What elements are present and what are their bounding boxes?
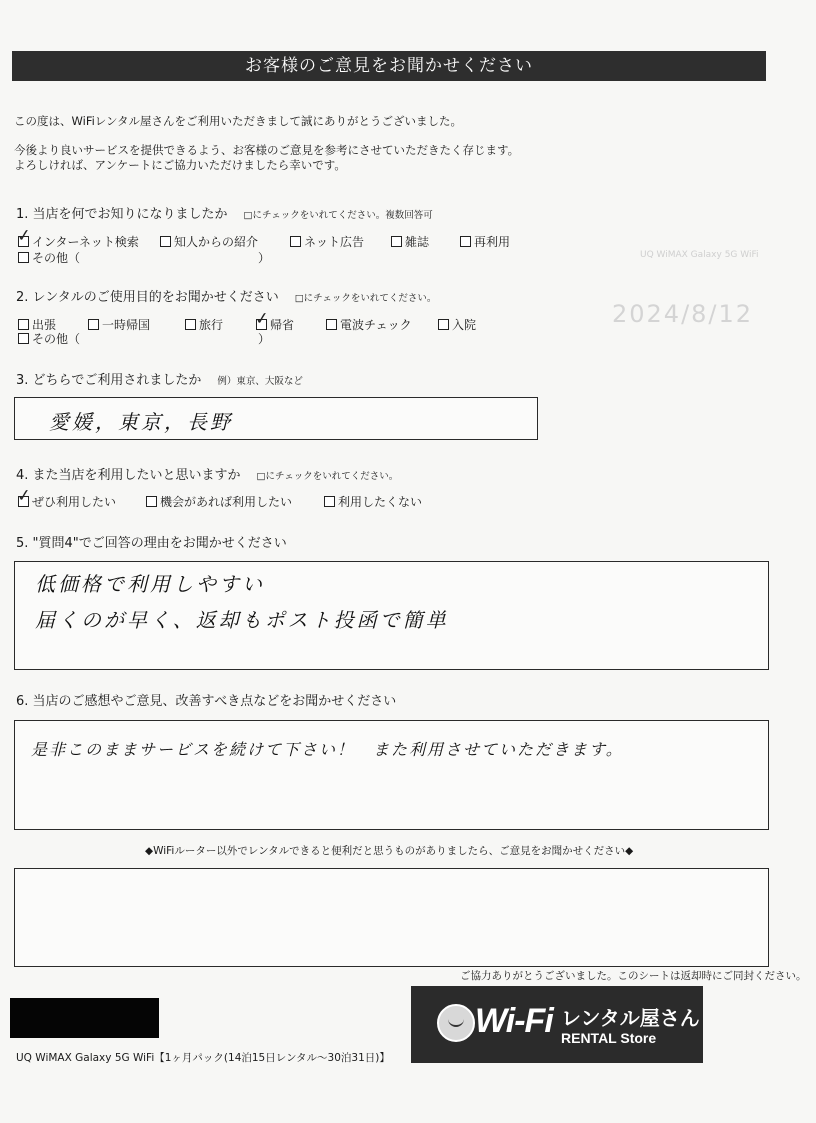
checkbox[interactable] xyxy=(438,319,449,330)
checkbox[interactable] xyxy=(290,236,301,247)
q6-answer: 是非このままサービスを続けて下さい！ また利用させていただきます。 xyxy=(31,740,624,759)
intro-line-2: 今後より良いサービスを提供できるよう、お客様のご意見を参考にさせていただきたく存じます。 xyxy=(14,143,520,157)
q4-question: 4. また当店を利用したいと思いますか xyxy=(16,468,241,483)
checkbox[interactable] xyxy=(185,319,196,330)
q1-option-magazine[interactable] xyxy=(391,234,429,250)
q3-answer: 愛媛，東京，長野 xyxy=(49,410,233,434)
checkbox[interactable] xyxy=(15,485,33,507)
q1-question: 1. 当店を何でお知りになりましたか xyxy=(16,207,228,222)
intro-line-1: この度は、WiFiレンタル屋さんをご利用いただきまして誠にありがとうございました。 xyxy=(14,114,463,128)
q5-answer-box[interactable] xyxy=(14,561,769,670)
checkbox[interactable] xyxy=(18,319,29,330)
logo-jp-text: レンタル屋さん xyxy=(561,1006,700,1030)
q3-answer-box[interactable] xyxy=(14,397,538,440)
checkmark-icon: ✓ xyxy=(15,225,33,247)
redacted-block xyxy=(10,998,159,1038)
q5-answer-line-1: 低価格で利用しやすい xyxy=(35,572,265,596)
option-label: 電波チェック xyxy=(340,318,412,332)
q4-option-no[interactable] xyxy=(324,494,422,510)
q4-option-if-chance[interactable] xyxy=(146,494,292,510)
q4-label xyxy=(16,467,398,486)
option-label: その他（ xyxy=(32,251,81,265)
option-label: 機会があれば利用したい xyxy=(160,495,293,509)
checkbox[interactable] xyxy=(146,496,157,507)
q6-answer-box[interactable] xyxy=(14,720,769,830)
logo-sub-text: RENTAL Store xyxy=(561,1030,657,1046)
option-label: 入院 xyxy=(452,318,477,332)
q3-question: 3. どちらでご利用されましたか xyxy=(16,373,202,388)
bleed-through-model: UQ WiMAX Galaxy 5G WiFi xyxy=(640,250,759,260)
q1-option-ad[interactable] xyxy=(290,234,364,250)
checkbox[interactable] xyxy=(460,236,471,247)
q1-option-reuse[interactable] xyxy=(460,234,510,250)
product-name: UQ WiMAX Galaxy 5G WiFi【1ヶ月パック(14泊15日レンタル～30泊31日)】 xyxy=(16,1052,390,1064)
checkbox[interactable] xyxy=(326,319,337,330)
checkbox[interactable] xyxy=(18,333,29,344)
q6-label: 6. 当店のご感想やご意見、改善すべき点などをお聞かせください xyxy=(16,694,397,709)
q1-hint: □にチェックをいれてください。複数回答可 xyxy=(243,210,433,221)
option-label: ぜひ利用したい xyxy=(32,495,117,509)
mascot-icon xyxy=(437,1004,475,1042)
bleed-through-date: 2024/8/12 xyxy=(612,300,754,328)
q2-label xyxy=(16,289,436,308)
q1-option-friend[interactable] xyxy=(160,234,258,250)
checkbox[interactable] xyxy=(253,308,271,330)
q5-label: 5. "質問4"でご回答の理由をお聞かせください xyxy=(16,536,287,551)
checkbox[interactable] xyxy=(324,496,335,507)
brand-logo xyxy=(411,986,703,1063)
q1-label xyxy=(16,206,433,225)
option-label: 一時帰国 xyxy=(102,318,151,332)
option-label: インターネット検索 xyxy=(32,235,139,249)
q2-option-hospital[interactable] xyxy=(438,317,476,333)
option-label: ネット広告 xyxy=(304,235,365,249)
option-label: 利用したくない xyxy=(338,495,423,509)
q7-label: ◆WiFiルーター以外でレンタルできると便利だと思うものがありましたら、ご意見をお聞かせください◆ xyxy=(145,845,634,857)
checkbox[interactable] xyxy=(391,236,402,247)
page-title: お客様のご意見をお聞かせください xyxy=(12,51,766,81)
checkmark-icon: ✓ xyxy=(253,308,271,330)
checkbox[interactable] xyxy=(88,319,99,330)
intro-line-3: よろしければ、アンケートにご協力いただけましたら幸いです。 xyxy=(14,158,346,172)
q2-question: 2. レンタルのご使用目的をお聞かせください xyxy=(16,290,279,305)
q7-answer-box[interactable] xyxy=(14,868,769,967)
option-label: その他（ xyxy=(32,332,81,346)
q3-hint: 例）東京、大阪など xyxy=(217,376,303,387)
logo-wifi-text: Wi-Fi xyxy=(475,1002,553,1040)
checkbox[interactable] xyxy=(15,225,33,247)
thanks-note: ご協力ありがとうございました。このシートは返却時にご同封ください。 xyxy=(460,970,807,982)
option-label: 雑誌 xyxy=(405,235,430,249)
q2-option-temp-return[interactable] xyxy=(88,317,150,333)
q2-other-close: ） xyxy=(258,332,271,346)
checkbox[interactable] xyxy=(160,236,171,247)
checkbox[interactable] xyxy=(18,252,29,263)
option-label: 帰省 xyxy=(270,318,295,332)
q2-option-other[interactable] xyxy=(18,331,80,347)
q1-option-internet[interactable] xyxy=(15,225,139,250)
q3-label xyxy=(16,372,303,391)
q4-option-definitely[interactable] xyxy=(15,485,117,510)
option-label: 知人からの紹介 xyxy=(174,235,259,249)
q4-hint: □にチェックをいれてください。 xyxy=(256,471,399,482)
checkmark-icon: ✓ xyxy=(15,485,33,507)
option-label: 再利用 xyxy=(474,235,511,249)
q1-option-other[interactable] xyxy=(18,250,80,266)
q2-option-travel[interactable] xyxy=(185,317,223,333)
q5-answer-line-2: 届くのが早く、返却もポスト投函で簡単 xyxy=(35,608,449,632)
q2-hint: □にチェックをいれてください。 xyxy=(294,293,437,304)
option-label: 出張 xyxy=(32,318,57,332)
q2-option-signal-check[interactable] xyxy=(326,317,412,333)
option-label: 旅行 xyxy=(199,318,224,332)
q1-other-close: ） xyxy=(258,251,271,265)
